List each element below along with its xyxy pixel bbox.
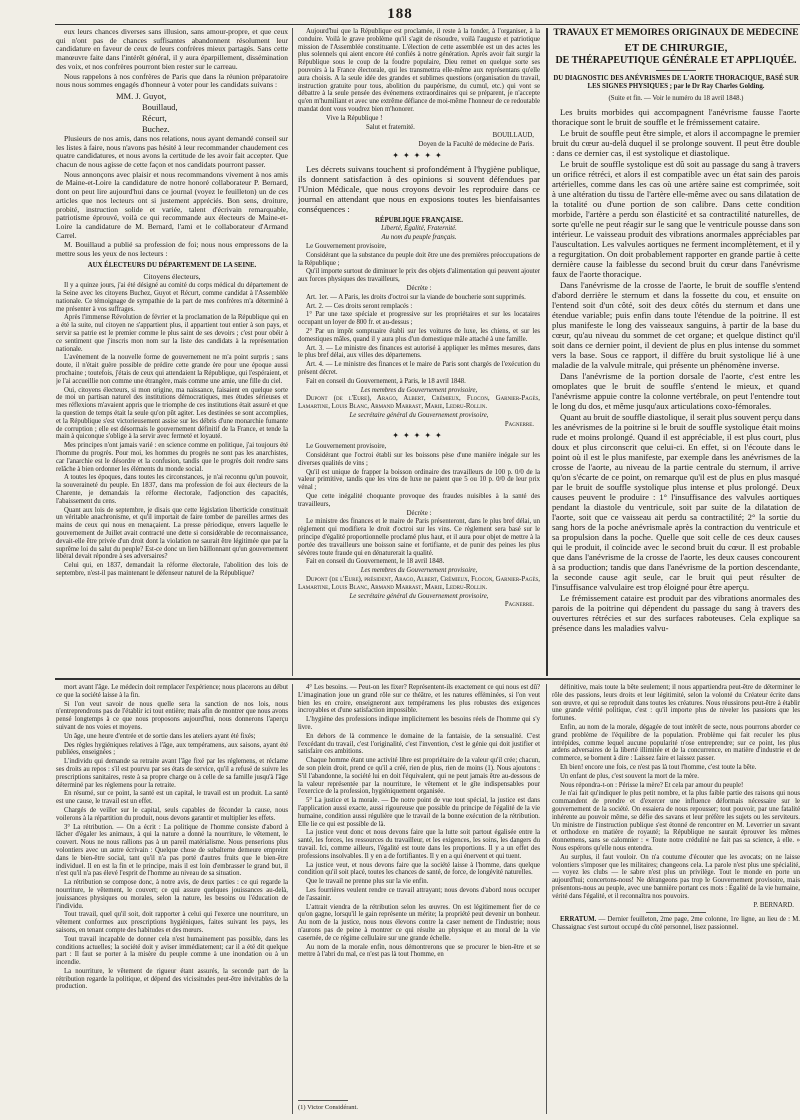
erratum bbox=[552, 916, 800, 932]
paragraph: 3° La rétribution. — On a écrit : La politique de l'homme consiste d'abord à lâcher d'égaler les animaux, à qui la nature a donné la nourriture, le vêtement, le couvert. Nous ne nous rallions pas à un pareil matérialisme. Nous penserions plus volontiers avec un autre écrivain : Quelque chose de subalterne demeure empreint dans le bien-être social, tant qu'il n'a pas porté d'autres fruits que le bien-être individuel. Il en est la fin et le principe, mais il est loin d'embrasser le grand but, il n'est qu'il n'a pas élevé l'esprit de l'homme au niveau de sa situation. bbox=[56, 823, 288, 878]
secretary-title: Le secrétaire général du Gouvernement provisoire, bbox=[349, 411, 489, 419]
paragraph: En dehors de là commence le domaine de la fantaisie, de la sensualité. C'est l'excédant du travail, c'est l'originalité, c'est l'invention, c'est le génie qui doit justifier et satisfaire ces ambitions. bbox=[298, 732, 540, 756]
section-heading: ET DE CHIRURGIE, bbox=[624, 41, 728, 54]
secretary-title: Le secrétaire général du Gouvernement provisoire, bbox=[349, 592, 489, 600]
paragraph: Plusieurs de nos amis, dans nos relations, nous ayant demandé conseil sur les listes à faire, nous n'avons pas hésité à leur recommander chaudement ces quatre candidatures, et nous avons la certitude de les avoir fait accepter. Que chacun de nous agisse de cette façon et nos candidats pourront passer. bbox=[56, 133, 288, 170]
paragraph: M. Bouillaud a publié sa profession de foi; nous nous empressons de la mettre sous les yeux de nos lecteurs : bbox=[56, 240, 288, 259]
decree-line: Décrète : bbox=[406, 509, 432, 517]
erratum-rule bbox=[646, 912, 706, 913]
paragraph: Au surplus, il faut vouloir. On n'a coutume d'écouter que les avocats; on ne laisse volontiers s'imposer que les militaires; changeons cela. La parole n'est plus une spécialité, — voyez les clubs — le sabre n'est plus un privilège. Tout le monde en porte un aujourd'hui; concertons-nous! Ne dérangeons pas trop le Gouvernement provisoire, mais présentons-nous au peuple, avec une bannière portant ces mots : Égalité de la vie humaine, vérité dans l'égalité, et il reconnaîtra nos pouvoirs. bbox=[552, 853, 800, 900]
paragraph: Tout travail, quel qu'il soit, doit rapporter à celui qui l'exerce une nourriture, un vêtement conformes aux prescriptions hygiéniques, faites suivant les pays, les saisons, en tenant compte des habitudes et des mœurs. bbox=[56, 911, 288, 934]
paragraph: définitive, mais toute la bête seulement; il nous appartiendra peut-être de déterminer le rôle des passions, leurs droits et leur légitimité, selon la volonté du Créateur écrite dans son œuvre, et qui se reproduit dans toutes les créatures. Nous réussirons peut-être à établir une grande vérité politique, c'est : qu'il importe plus de niveler les passions que les fortunes. bbox=[552, 684, 800, 723]
paragraph: Mes principes n'ont jamais varié : en science comme en politique, j'ai toujours été l'homme du progrès. Pour moi, les hommes du progrès ne sont pas les anarchistes, car l'anarchie est le désordre et la confusion, tandis que le progrès doit rendre sans relâche à bien ordonner les éléments du monde social. bbox=[56, 442, 288, 473]
paragraph: La nourriture, le vêtement de rigueur étant assurés, la seconde part de la rétribution regarde la politique, et dépend des vicissitudes peut-être inévitables de la production. bbox=[56, 967, 288, 991]
paragraph: Le frémissement cataire est produit par des vibrations anormales des parois de la poitrine qui dépendent du passage du sang à travers des ouvertures rétrécies et sur des surfaces raboteuses. Cela explique sa présence dans les maladies valvu- bbox=[552, 592, 800, 633]
feuilleton-separator bbox=[55, 678, 800, 680]
decree-line: 2° Par un impôt somptuaire établi sur les voitures de luxe, les chiens, et sur les domestiques mâles, quand il y aura plus d'un domestique mâle attaché à une famille. bbox=[298, 328, 540, 343]
secretary-name: Pagnerre. bbox=[504, 420, 534, 428]
decree-line: Qu'il est unique de frapper la boisson ordinaire des travailleurs de 100 p. 0/0 de la valeur primitive, tandis que les vins de luxe ne paient que 5 ou 10 p. 0/0 de leur prix vénal ; bbox=[298, 468, 540, 492]
paragraph: Un âge, une heure d'entrée et de sortie dans les ateliers ayant été fixés; bbox=[64, 732, 256, 740]
column-divider bbox=[292, 28, 293, 676]
paragraph: L'attrait viendra de la rétribution selon les œuvres. On est légitimement fier de ce qu'on gagne, lorsqu'il le gain représente un mérite; la propriété peut devenir un bonheur. Au nom de la justice, nous nous élevons contre la caser nement de l'industrie; nous n'aurons pas de peine à montrer ce qui résulte au physique et au moral de la vie casernée, de ce régime cellulaire sur une grande échelle. bbox=[298, 903, 540, 942]
paragraph: A toutes les époques, dans toutes les circonstances, je n'ai reconnu qu'un pouvoir, la souveraineté du peuple. En 1837, dans ma profession de foi aux électeurs de la Charente, je demandais la réforme électorale, l'adjonction des capacités, l'abaissement du cens. bbox=[56, 474, 288, 505]
page-number: 188 bbox=[387, 6, 413, 22]
decree-line: Fait en conseil du Gouvernement, à Paris, le 18 avril 1848. bbox=[306, 377, 466, 385]
separator-ornament: ✦✦✦✦✦ bbox=[392, 150, 446, 160]
paragraph: Enfin, au nom de la morale, dégagée de tout intérêt de secte, nous pourrons aborder ce grand problème de l'équilibre de la population. Problème qui fait reculer les plus intrépides, comme lequel aucune popularité n'ose entreprendre; sur ce point, les plus ardens adversaires de la liberté illimitée et de la concurrence, en matière d'industrie et de commerce, se bornent à dire : Laissez faire et laissez passer. bbox=[552, 723, 800, 763]
article-subheading: DU DIAGNOSTIC DES ANÉVRISMES DE L'AORTE THORACIQUE, BASÉ SUR LES SIGNES PHYSIQUES ; par le Dr Ray Charles Golding. bbox=[553, 74, 799, 90]
column-divider bbox=[546, 28, 550, 676]
members-list: Dupont (de l'Eure), Arago, Albert, Crémieux, Flocon, Garnier-Pagès, Lamartine, Louis Blanc, Armand Marrast, Marie, Ledru-Rollin. bbox=[298, 395, 540, 411]
paragraph: Vive la République ! bbox=[326, 114, 383, 122]
paragraph: La justice veut, et nous devons faire que la société laisse à l'homme, dans quelque condition qu'il soit placé, toutes les chances de santé, de force, de longévité naturelles. bbox=[298, 861, 540, 877]
footnote: (1) Victor Considérant. bbox=[298, 1104, 358, 1111]
paragraph: eux leurs chances diverses sans illusion, sans amour-propre, et que ceux qui n'ont pas de chances suffisantes abandonnent résolument leur candidature en faveur de ceux de leurs confrères mieux partagés. Sans cette manœuvre faite dans l'intérêt général, il y aura éparpillement, dissémination des voix, et nos confrères pourront bien rester sur le carreau. bbox=[56, 28, 288, 71]
decree-line: Fait en conseil du Gouvernement, le 18 avril 1848. bbox=[306, 558, 445, 566]
decree-name: Au nom du peuple français. bbox=[381, 234, 457, 242]
column-1 bbox=[56, 28, 288, 676]
section-heading: TRAVAUX ET MÉMOIRES ORIGINAUX DE MÉDECINE bbox=[553, 28, 799, 38]
paragraph: Quant aux lois de septembre, je disais que cette législation liberticide constituait un véritable anachronisme, et qu'il importait de faire tomber de pareilles armes des mains de ceux qui nous en menaçaient. La presse périodique, envers laquelle le gouvernement de Juillet avait contracté une dette si considérable de reconnaissance, devait-elle être privée d'un droit dont la violation ne saurait être légitimée que par la suprême loi du salut du peuple? Est-ce donc un lien bâillonnant qu'un gouvernement libéral devait répondre à ses adversaires? bbox=[56, 506, 288, 561]
paragraph: La justice veut donc et nous devons faire que la lutte soit partout égalisée entre la santé, les forces, les ressources du travailleur, et les exigences, les soins, les dangers du travail. Ici, comme ailleurs, l'égalité est toute dans les proportions. Il y a un effet des professions insolvables. Il y en a de fortifiantes. Il y en a qui énervent et qui tuent. bbox=[298, 829, 540, 860]
members-title: Les membres du Gouvernement provisoire, bbox=[360, 567, 478, 575]
paragraph: Dans l'anévrisme de la crosse de l'aorte, le bruit de souffle s'entend d'abord derrière le sternum et dans la fossette du cou, et ensuite on l'entend soit d'un côté, soit des deux côtés du sternum et dans une étendue variable; puis enfin dans toute l'étendue de la poitrine. Il est plus manifeste le long des vaisseaux sanguins, à partir de la base du cœur, qu'au niveau du sommet de cet organe; et quelque distinct qu'il soit dans ce dernier point, il devient de plus en plus intense du sommet vers la base. Sous ce rapport, il diffère du bruit systolique lié à une maladie de la valvule mitrale, qui présente un phénomène inverse. bbox=[552, 279, 800, 370]
decree-motto: Liberté, Égalité, Fraternité. bbox=[381, 225, 457, 233]
paragraph: Eh bien! encore une fois, ce n'est pas là tout l'homme, c'est toute la bête. bbox=[560, 763, 757, 771]
paragraph: Je n'ai fait qu'indiquer le plus petit nombre, et la plus faible partie des raisons qui nous commandent de prendre et d'exercer une influence déformais nécessaire sur le gouvernement de la société. On essaiera de nous repousser; tout pouvoir, par une fatalité inhérente au pouvoir même, se défie des savans et leur préfère les sujets ou les serviteurs. Un ministre de l'instruction publique s'est étonné de rencontrer en M. Leverrier un savant et orthodoxe en matière de royauté; la République ne saurait éprouver les mêmes étonnemens, sans se calomnier : « Toute notre crédulité ne fait pas sa science, à elle. » Nous espérons qu'elle nous entendra. bbox=[552, 790, 800, 852]
paragraph: Nous annonçons avec plaisir et nous recommandons vivement à nos amis de Maine-et-Loire la candidature de notre honoré collaborateur P. Bernard, dont on peut lire aujourd'hui dans ce journal (voyez le feuilleton) un de ces articles que nos lecteurs ont si justement appréciés. Bon sens, droiture, probité, instruction solide et variée, talent d'écrivain remarquable, patriotisme éprouvé, voilà ce qui recommande aux électeurs de Maine-et-Loire la candidature de M. Bernard, l'ami et le collaborateur d'Armand Carrel. bbox=[56, 169, 288, 240]
paragraph: Au nom de la morale enfin, nous démontrerons que se procurer le bien-être et se mettre à l'abri du mal, ce n'est pas là tout l'homme, en bbox=[298, 943, 540, 959]
decree-line: Qu'il importe surtout de diminuer le prix des objets d'alimentation qui peuvent ajouter aux forces physiques des travailleurs, bbox=[298, 268, 540, 284]
paragraph: mort avant l'âge. Le médecin doit remplacer l'expérience; nous placerons au début ce que la société laisse à la fin. bbox=[56, 684, 288, 699]
paragraph: Chargés de veiller sur le capital, seuls capables de féconder la cause, nous voilerons à la répartition du produit, nous devons garantir et multiplier les effets. bbox=[56, 806, 288, 822]
paragraph: Après l'immense Révolution de février et la proclamation de la République qui en a été la suite, nul citoyen ne s'appartient plus, il appartient tout entier à son pays, et servir sa patrie est le premier comme le plus saint de ses devoirs ; c'est pour obéir à ce sentiment que j'inscris mon nom sur la liste des candidats à la représentation nationale. bbox=[56, 314, 288, 353]
feuilleton-column-2 bbox=[298, 684, 540, 1096]
column-3 bbox=[552, 28, 800, 676]
paragraph: Le bruit de souffle systolique est dû soit au passage du sang à travers un orifice rétréci, et alors il est compatible avec un état sain des parois artérielles, comme dans les cas où une artère saine est comprimée, soit à une altération du tissu de l'artère elle-même avec ou sans dilatation de la totalité ou d'une portion de son calibre. Dans cette condition morbide, l'artère a perdu son élasticité et sa contractilité naturelles, de sorte qu'elle ne peut réagir sur le sang que le ventricule pousse dans son intérieur. Le vaisseau produit des vibrations anormales appréciables par l'auscultation. Les valvules aortiques ne ferment incomplètement, et il y a regurgitation. On doit probablement rapporter en grande partie à cette dernière cause la faiblesse du second bruit du cœur dans l'anévrisme faux de l'aorte thoracique. bbox=[552, 158, 800, 279]
decree-line: Art. 4. — Le ministre des finances et le maire de Paris sont chargés de l'exécution du présent décret. bbox=[298, 361, 540, 376]
paragraph: Si l'on veut savoir de nous quelle sera la sanction de nos lois, nous n'entreprendrons pas de l'établir ici tout entière; mais afin de montrer que nous avons pensé longtemps à ce que nous proposons aujourd'hui, nous donnerons l'aperçu suivant de nos voies et moyens. bbox=[56, 700, 288, 731]
suite-note: (Suite et fin. — Voir le numéro du 18 avril 1848.) bbox=[608, 94, 744, 102]
paragraph: Tout travail incapable de donner cela n'est humainement pas possible, dans les conditions actuelles; la société doit y aviser immédiatement; car il a été dit quelque part : Il faut se porter à la misère du peuple comme à une inondation ou à un incendie. bbox=[56, 935, 288, 967]
address-heading: AUX ÉLECTEURS DU DÉPARTEMENT DE LA SEINE. bbox=[87, 261, 257, 269]
candidate-name: Bouillaud, bbox=[142, 101, 178, 112]
salutation: Citoyens électeurs, bbox=[143, 271, 201, 281]
decree-line: 1° Par une taxe spéciale et progressive sur les propriétaires et sur les locataires occupant un loyer de 800 fr. et au-dessus ; bbox=[298, 311, 540, 327]
paragraph: Aujourd'hui que la République est proclamée, il reste à la fonder, à l'organiser, à la conduire. Voilà le grave problème qu'il s'agit de résoudre, voilà l'auguste et patriotique mission de l'Assemblée constituante. L'élection de cette assemblée est un des actes les plus solennels qui aient encore été confiés à notre génération. Après avoir fait surgir la République sous le coup de la foudre populaire, Dieu remet en quelque sorte ses pouvoirs à la France électorale, qui les transmettra elle-même aux représentans qu'elle aura choisis. A la seule idée des grandes et sublimes questions (organisation du travail, instruction gratuite pour tous, abolition du paupérisme, du cumul, etc.) qui vont se débattre à la seule pensée des événemens extraordinaires qui se préparent, je n'accepte qu'en m'humiliant et avec une extrême défiance de moi-même l'honneur de ce redoutable mandat dont vous voudrez bien m'honorer. bbox=[298, 28, 540, 113]
paragraph: Que le travail ne prenne plus sur la vie enfin. bbox=[306, 878, 429, 886]
paragraph: L'hygiène des professions indique implicitement les besoins réels de l'homme qui s'y livre. bbox=[298, 716, 540, 731]
heading-rule bbox=[656, 70, 696, 71]
paragraph: L'individu qui demande sa retraite avant l'âge fixé par les réglemens, et réclame ses droits au repos : s'il est pourvu par ses états de service, qu'il a refusé de suivre les prescriptions sanitaires, reste à sa propre charge ou à celle de sa famille jusqu'à l'âge déterminé par les réglemens pour la retraite. bbox=[56, 758, 288, 789]
paragraph: Des règles hygiéniques relatives à l'âge, aux tempéramens, aux saisons, ayant été publiées, enseignées ; bbox=[56, 741, 288, 757]
footnote-rule bbox=[298, 1100, 348, 1101]
paragraph: Nous répondra-t-on : Périsse la mère? Et cela par amour du peuple! bbox=[560, 781, 744, 789]
paragraph: La rétribution se compose donc, à notre avis, de deux parties : ce qui regarde la nourriture, le vêtement, le couvert; ce qui assure quelques jouissances au-delà, jouissances physiques ou morales, selon la nature, les besoins ou l'éducation de l'individu. bbox=[56, 879, 288, 910]
feuilleton-column-1 bbox=[56, 684, 288, 1114]
erratum-text: — Dernier feuilleton, 2me page, 2me colonne, 1re ligne, au lieu de : M. Chassaignac s'est surtout occupé du côté personnel, lisez passionnel. bbox=[552, 916, 800, 932]
closing: Salut et fraternité. bbox=[366, 123, 415, 131]
section-heading: DE THÉRAPEUTIQUE GÉNÉRALE ET APPLIQUÉE. bbox=[555, 55, 797, 66]
paragraph: Un enfant de plus, c'est souvent la mort de la mère. bbox=[560, 772, 700, 780]
decree-line: Le Gouvernement provisoire, bbox=[306, 443, 387, 451]
paragraph: L'avènement de la nouvelle forme de gouvernement ne m'a point surpris ; sans doute, il n'était guère possible de prédire cette grande ère pour une époque aussi prochaine ; toutefois, j'étais de ceux qui attendaient la République, qui l'espéraient, et je l'ai accueillie non comme une étrangère, mais comme une amie, une fille du ciel. bbox=[56, 354, 288, 385]
paragraph: Chaque homme étant une activité libre est propriétaire de la valeur qu'il crée; chacun, de son plein droit, prend ce qu'il a créé, rien de plus, rien de moins (1). Nous ajoutons : S'il l'abandonne, la société lui en doit l'équivalent, qui ne peut jamais être au-dessous de la valeur représentée par la nourriture, le vêtement et le gîte indispensables pour l'exercice de la profession, hygiéniquement organisée. bbox=[298, 757, 540, 796]
paragraph: Les bruits morbides qui accompagnent l'anévrisme fausse l'aorte thoracique sont le bruit de souffle et le frémissement cataire. bbox=[552, 106, 800, 127]
decree-line: Art. 1er. — A Paris, les droits d'octroi sur la viande de boucherie sont supprimés. bbox=[306, 293, 526, 301]
column-divider bbox=[546, 684, 547, 1114]
decree-line: Considérant que l'octroi établi sur les boissons pèse d'une manière inégale sur les diverses qualités de vins ; bbox=[298, 452, 540, 467]
candidate-name: Buchez. bbox=[142, 123, 170, 134]
decree-heading: RÉPUBLIQUE FRANÇAISE. bbox=[375, 216, 463, 224]
candidate-name: MM. J. Guyot, bbox=[116, 90, 167, 101]
paragraph: En résumé, sur ce point, la santé est un capital, le travail est un produit. La santé est une cause, le travail est un effet. bbox=[56, 790, 288, 806]
decree-line: Décrète : bbox=[406, 285, 432, 293]
paragraph: 5° La justice et la morale. — De notre point de vue tout spécial, la justice est dans l'application aussi exacte, aussi rigoureuse que possible du principe de l'égalité de la vie humaine, condition aussi régulière que le travail de la bonne exécution de la rétribution. Elle lie ce qui est possible de là. bbox=[298, 797, 540, 828]
erratum-label: ERRATUM. bbox=[560, 916, 597, 924]
signature: BOUILLAUD, bbox=[492, 132, 534, 140]
paragraph: Le bruit de souffle peut être simple, et alors il accompagne le premier bruit du cœur au-delà duquel il se prolonge souvent. Il peut être double : dans ce dernier cas, il est systolique et diastolique. bbox=[552, 127, 800, 158]
top-rule bbox=[55, 24, 800, 25]
decree-line: Considérant que la substance du peuple doit être une des premières préoccupations de la République ; bbox=[298, 251, 540, 267]
column-divider bbox=[292, 684, 293, 1114]
separator-ornament: ✦✦✦✦✦ bbox=[392, 430, 446, 440]
signature-title: Doyen de la Faculté de médecine de Paris. bbox=[418, 141, 534, 149]
members-title: Les membres du Gouvernement provisoire, bbox=[360, 386, 478, 394]
decree-line: Art. 3. — Le ministre des finances est autorisé à appliquer les mêmes mesures, dans le plus bref délai, aux villes des départemens. bbox=[298, 344, 540, 360]
decree-line: Le Gouvernement provisoire, bbox=[306, 243, 387, 251]
paragraph: Celui qui, en 1837, demandait la réforme électorale, l'abolition des lois de septembre, n'est-il pas maintenant le défenseur naturel de la République? bbox=[56, 562, 288, 577]
paragraph: Quant au bruit de souffle diastolique, il serait plus souvent perçu dans les anévrismes de la poitrine si le bruit de souffle systolique était moins rude et moins prolongé. Quand il est appréciable, il est plus court, plus doux et plus circonscrit que celui-ci. En effet, si on l'écoute dans le point où il est le plus manifeste, par exemple dans les anévrismes de la crosse de l'aorte, au niveau de la partie centrale du sternum, il arrive qu'on s'écarte de ce point, on remarque qu'il est de plus en plus masqué par le bruit de souffle systolique plus intense et plus prolongé. Deux causes peuvent le produire : 1° l'insuffisance des valvules aortiques pendant la diastole du ventricule, soit par suite de la dilatation de l'aorte, soit que ce vaisseau ait perdu sa contractilité; 2° la sortie du sang hors de la poche anévrismale après la contraction du ventricule et sa propulsion dans la poche. Quelle que soit celle de ces deux causes qui le produit, il coïncide avec le second bruit du cœur. Il est probable que dans l'anévrisme de la crosse de l'aorte, les deux causes concourent à sa production; tandis que dans l'anévrisme de la portion descendante, la seconde cause agit seule, car le bruit qui peut résulter de l'insuffisance valvulaire est trop éloigné pour être aperçu. bbox=[552, 411, 800, 592]
paragraph: Dans l'anévrisme de la portion dorsale de l'aorte, c'est entre les omoplates que le bruit de souffle s'entend le mieux, et quand l'anévrisme appuie contre la colonne vertébrale, on peut l'entendre tout le long du dos, et même jusqu'aux articulations coxo-fémorales. bbox=[552, 370, 800, 411]
secretary-name: Pagnerre. bbox=[504, 601, 534, 609]
paragraph: Les fourrières veulent rendre ce travail attrayant; nous devons d'abord nous occuper de l'assainir. bbox=[298, 886, 540, 902]
members-list: Dupont (de l'Eure), président, Arago, Albert, Crémieux, Flocon, Garnier-Pagès, Lamartine, Louis Blanc, Armand Marrast, Marie, Ledru-Rollin. bbox=[298, 576, 540, 591]
feuilleton-column-3 bbox=[552, 684, 800, 1114]
paragraph: Les décrets suivans touchent si profondément à l'hygiène publique, ils donnent satisfaction à des opinions si souvent défendues par l'Union Médicale, que nous croyons devoir les reproduire dans ce journal en attendant que nous en exposions toutes les bienfaisantes conséquences : bbox=[298, 163, 540, 214]
paragraph: Oui, citoyens électeurs, si mon origine, ma naissance, faisaient en quelque sorte de moi un partisan naturel des institutions démocratiques, mes études sérieuses et mes réflexions m'avaient appris que le triomphe de ces institutions était assuré et que la question de temps était la seule qu'on pût agiter. Les destinées se sont accomplies, et la République s'est victorieusement assise sur les débris d'une monarchie fumante de corruption ; elle est désormais le gouvernement définitif de la France, et tende la main à quiconque s'oblige à la servir avec fermeté et loyauté. bbox=[56, 386, 288, 441]
decree-line: Art. 2. — Ces droits seront remplacés : bbox=[306, 302, 413, 310]
decree-line: Que cette inégalité choquante provoque des fraudes nuisibles à la santé des travailleurs, bbox=[298, 493, 540, 508]
signature: P. BERNARD. bbox=[753, 901, 794, 909]
paragraph: Nous rappelons à nos confrères de Paris que dans la réunion préparatoire nous nous sommes engagés d'honneur à voter pour les candidats suivans : bbox=[56, 71, 288, 90]
paragraph: Il y a quinze jours, j'ai été désigné au comité du corps médical du département de la Seine avec les citoyens Buchez, Guyot et Récurt, comme candidat à l'Assemblée nationale. Ce témoignage de sympathie de la part de mes confrères m'a déterminé à me présenter à vos suffrages. bbox=[56, 282, 288, 313]
column-2 bbox=[298, 28, 540, 676]
paragraph: 4° Les besoins. — Peut-on les fixer? Représentent-ils exactement ce qui nous est dû? L'imagination joue un grand rôle sur ce théâtre, et les natures efféminées, si l'on veut bien les en croire, enseigneront aux tempéramens les plus robustes des exigences incroyables et d'une satisfaction impossible. bbox=[298, 684, 540, 715]
candidate-name: Récurt, bbox=[142, 112, 167, 123]
decree-line: Le ministre des finances et le maire de Paris présenteront, dans le plus bref délai, un règlement qui modifiera le droit d'octroi sur les vins. Ce règlement sera basé sur le principe d'égalité proportionnelle proclamé plus haut, et il aura pour objet de mettre à la portée des travailleurs une boisson saine et fortifiante, et de punir des peines les plus sévères toute fraude qui en dénaturerait la qualité. bbox=[298, 518, 540, 557]
